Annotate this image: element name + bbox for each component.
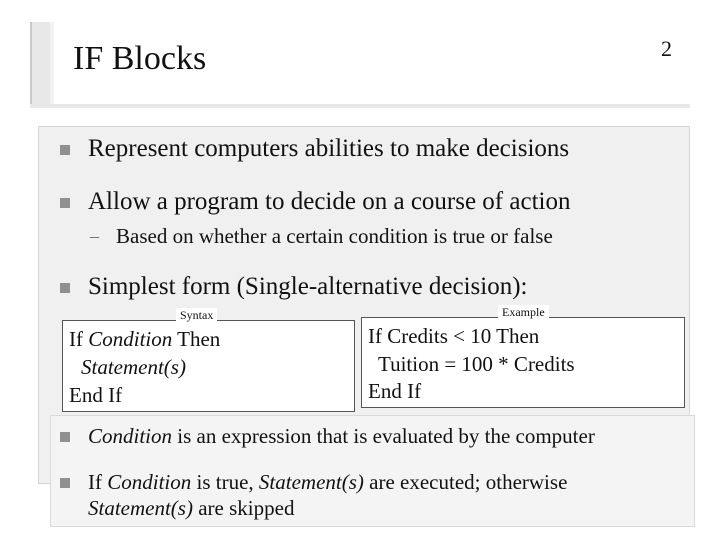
sub-bullet-item: Based on whether a certain condition is true or false [116,224,553,248]
bullet-item-2: Allow a program to decide on a course of action [88,188,571,215]
example-line-3: End If [368,379,422,403]
sub-bullet-dash: – [90,226,99,246]
bullet-marker-icon [60,478,70,488]
title-bracket-decoration [30,22,50,108]
footer-item-1: Condition is an expression that is evaluated by the computer [88,424,595,448]
slide-title: IF Blocks [73,40,207,77]
example-line-2: Tuition = 100 * Credits [378,352,575,376]
bullet-marker-icon [60,432,70,442]
syntax-line-1: If Condition Then [69,327,221,351]
example-line-1: If Credits < 10 Then [368,324,540,348]
syntax-line-2: Statement(s) [81,355,186,379]
example-box-label: Example [498,305,549,320]
syntax-box [62,320,355,412]
title-underline-decoration [30,104,690,108]
bullet-marker-icon [60,145,70,155]
bullet-item-3: Simplest form (Single-alternative decision): [88,273,528,300]
syntax-line-3: End If [69,383,123,407]
bullet-item-1: Represent computers abilities to make decisions [88,135,570,162]
footer-item-2: If Condition is true, Statement(s) are executed; otherwise Statement(s) are skipped [88,470,568,520]
bullet-marker-icon [60,283,70,293]
syntax-box-label: Syntax [176,308,217,323]
page-number: 2 [661,36,672,61]
example-box [361,317,685,408]
bullet-marker-icon [60,198,70,208]
